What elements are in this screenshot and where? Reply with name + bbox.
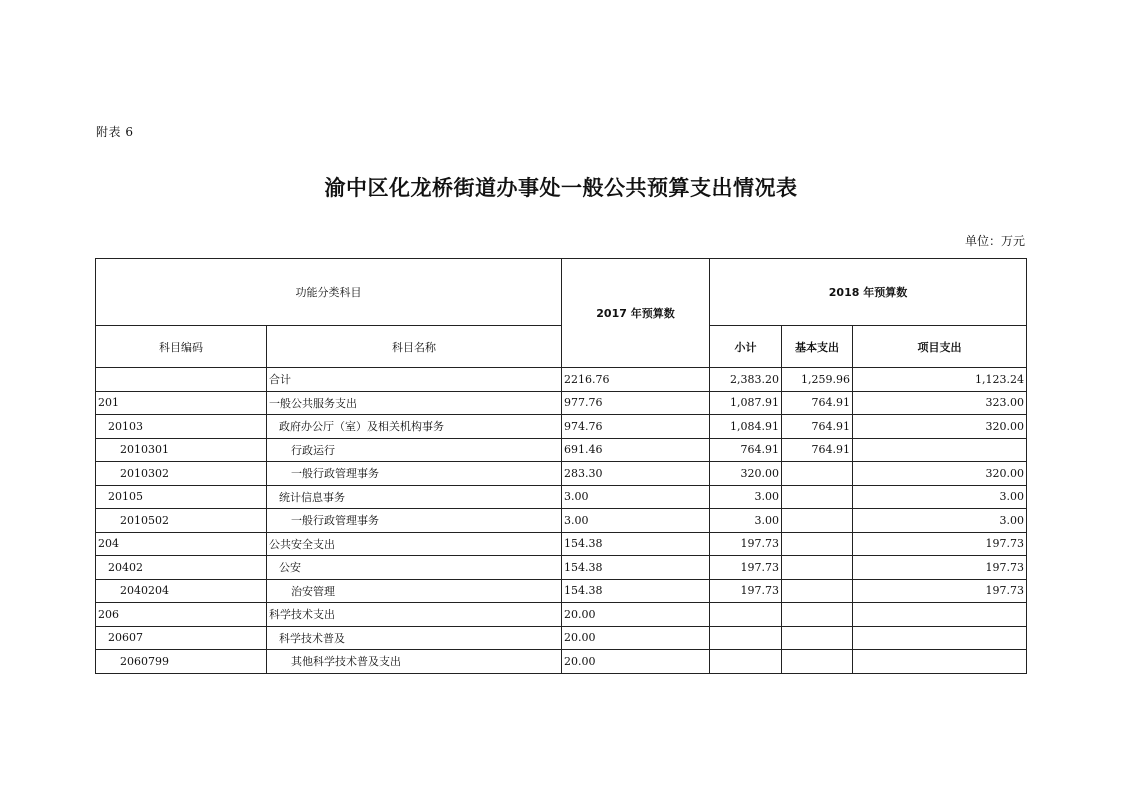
subject-code-cell: 20402 [96, 556, 267, 580]
budget-2017-cell: 283.30 [562, 462, 710, 486]
subject-name-cell: 公共安全支出 [267, 532, 562, 556]
basic-expenditure-cell [782, 509, 853, 533]
subtotal-cell [710, 603, 782, 627]
project-expenditure-cell: 3.00 [853, 509, 1027, 533]
basic-expenditure-cell: 764.91 [782, 391, 853, 415]
subject-name-cell: 其他科学技术普及支出 [267, 650, 562, 674]
subtotal-cell: 1,087.91 [710, 391, 782, 415]
subject-code-cell: 20103 [96, 415, 267, 439]
basic-expenditure-cell [782, 532, 853, 556]
budget-2017-cell: 691.46 [562, 438, 710, 462]
subtotal-cell: 197.73 [710, 579, 782, 603]
table-row [96, 485, 1027, 509]
subject-name-cell: 科学技术普及 [267, 626, 562, 650]
subtotal-cell: 197.73 [710, 556, 782, 580]
subject-code-cell: 204 [96, 532, 267, 556]
subject-name-cell: 一般行政管理事务 [267, 509, 562, 533]
budget-2017-cell: 20.00 [562, 650, 710, 674]
project-expenditure-cell [853, 650, 1027, 674]
project-expenditure-cell: 320.00 [853, 462, 1027, 486]
subject-code-cell: 20105 [96, 485, 267, 509]
budget-2018-header: 2018 年预算数 [710, 259, 1027, 326]
table-row [96, 603, 1027, 627]
subject-code-cell: 2060799 [96, 650, 267, 674]
basic-expenditure-cell [782, 650, 853, 674]
project-expenditure-cell [853, 626, 1027, 650]
table-row [96, 650, 1027, 674]
subject-name-cell: 合计 [267, 368, 562, 392]
project-expenditure-cell: 320.00 [853, 415, 1027, 439]
basic-expenditure-cell [782, 485, 853, 509]
subtotal-cell: 2,383.20 [710, 368, 782, 392]
document-title: 渝中区化龙桥街道办事处一般公共预算支出情况表 [324, 176, 798, 200]
table-row [96, 579, 1027, 603]
budget-2017-cell: 3.00 [562, 509, 710, 533]
project-expenditure-cell: 197.73 [853, 556, 1027, 580]
subject-code-cell: 206 [96, 603, 267, 627]
project-expenditure-cell [853, 438, 1027, 462]
subtotal-cell: 197.73 [710, 532, 782, 556]
unit-label: 单位：万元 [964, 234, 1025, 248]
project-expenditure-header: 项目支出 [853, 326, 1027, 368]
project-expenditure-cell: 197.73 [853, 532, 1027, 556]
basic-expenditure-cell [782, 556, 853, 580]
project-expenditure-cell: 197.73 [853, 579, 1027, 603]
subtotal-cell: 3.00 [710, 509, 782, 533]
table-row [96, 626, 1027, 650]
table-row [96, 509, 1027, 533]
table-row [96, 368, 1027, 392]
subtotal-cell: 3.00 [710, 485, 782, 509]
budget-expenditure-table [95, 258, 1027, 674]
table-row [96, 532, 1027, 556]
subtotal-cell: 320.00 [710, 462, 782, 486]
subtotal-cell: 1,084.91 [710, 415, 782, 439]
basic-expenditure-cell [782, 603, 853, 627]
budget-2017-cell: 20.00 [562, 626, 710, 650]
budget-2017-cell: 154.38 [562, 532, 710, 556]
header-row-2 [96, 326, 1027, 368]
header-row-1 [96, 259, 1027, 326]
basic-expenditure-header: 基本支出 [782, 326, 853, 368]
project-expenditure-cell: 3.00 [853, 485, 1027, 509]
subject-name-cell: 公安 [267, 556, 562, 580]
subject-name-cell: 行政运行 [267, 438, 562, 462]
subject-name-cell: 政府办公厅（室）及相关机构事务 [267, 415, 562, 439]
budget-2017-cell: 20.00 [562, 603, 710, 627]
subtotal-cell: 764.91 [710, 438, 782, 462]
subject-code-cell: 201 [96, 391, 267, 415]
subject-name-cell: 治安管理 [267, 579, 562, 603]
project-expenditure-cell: 1,123.24 [853, 368, 1027, 392]
basic-expenditure-cell: 764.91 [782, 438, 853, 462]
basic-expenditure-cell [782, 579, 853, 603]
subject-code-cell: 2010302 [96, 462, 267, 486]
basic-expenditure-cell: 1,259.96 [782, 368, 853, 392]
project-expenditure-cell [853, 603, 1027, 627]
code-header: 科目编码 [96, 326, 267, 368]
basic-expenditure-cell [782, 462, 853, 486]
budget-2017-cell: 2216.76 [562, 368, 710, 392]
budget-2017-cell: 154.38 [562, 579, 710, 603]
budget-2017-cell: 3.00 [562, 485, 710, 509]
table-row [96, 556, 1027, 580]
name-header: 科目名称 [267, 326, 562, 368]
subject-code-cell: 2010301 [96, 438, 267, 462]
budget-2017-cell: 154.38 [562, 556, 710, 580]
table-row [96, 391, 1027, 415]
subtotal-cell [710, 626, 782, 650]
basic-expenditure-cell: 764.91 [782, 415, 853, 439]
attachment-label: 附表 6 [96, 125, 134, 139]
subject-name-cell: 科学技术支出 [267, 603, 562, 627]
table-row [96, 415, 1027, 439]
budget-2017-cell: 974.76 [562, 415, 710, 439]
subject-name-cell: 统计信息事务 [267, 485, 562, 509]
subject-name-cell: 一般公共服务支出 [267, 391, 562, 415]
table-row [96, 438, 1027, 462]
function-classification-header: 功能分类科目 [96, 259, 562, 326]
subject-name-cell: 一般行政管理事务 [267, 462, 562, 486]
subtotal-cell [710, 650, 782, 674]
subject-code-cell: 20607 [96, 626, 267, 650]
subtotal-header: 小计 [710, 326, 782, 368]
project-expenditure-cell: 323.00 [853, 391, 1027, 415]
subject-code-cell: 2040204 [96, 579, 267, 603]
budget-2017-header: 2017 年预算数 [562, 259, 710, 368]
subject-code-cell: 2010502 [96, 509, 267, 533]
subject-code-cell [96, 368, 267, 392]
budget-2017-cell: 977.76 [562, 391, 710, 415]
basic-expenditure-cell [782, 626, 853, 650]
table-row [96, 462, 1027, 486]
